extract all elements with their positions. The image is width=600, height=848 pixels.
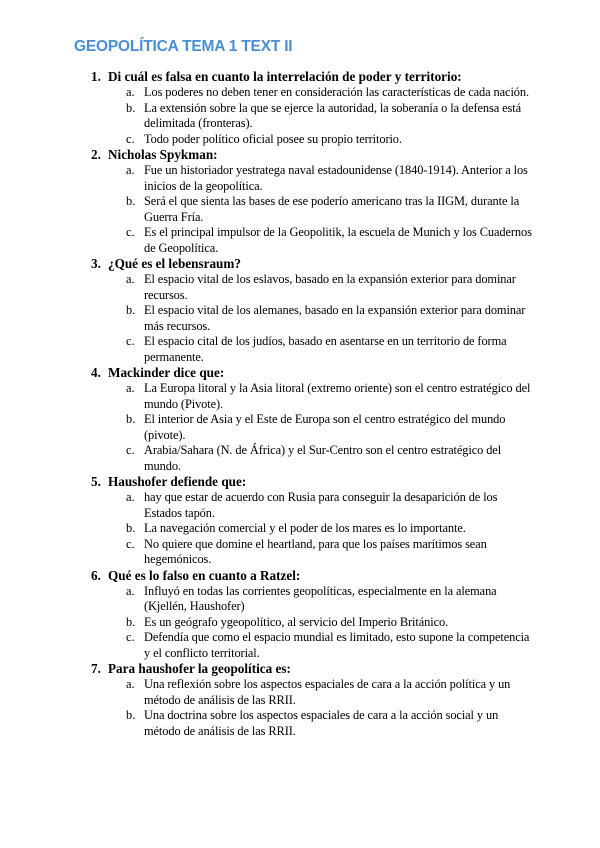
option-item bbox=[0, 584, 600, 615]
option-list bbox=[0, 677, 600, 739]
question-4 bbox=[0, 365, 600, 474]
option-list bbox=[0, 272, 600, 365]
question-number: 2. bbox=[91, 147, 101, 162]
option-item bbox=[0, 677, 600, 708]
option-letter: a. bbox=[126, 85, 135, 99]
option-item bbox=[0, 521, 600, 537]
option-item bbox=[0, 443, 600, 474]
option-letter: b. bbox=[126, 412, 136, 426]
question-text: Haushofer defiende que: bbox=[108, 474, 247, 489]
option-text: No quiere que domine el heartland, para que los países marítimos sean hegemónicos. bbox=[144, 536, 487, 566]
option-item bbox=[0, 132, 600, 148]
question-text: ¿Qué es el lebensraum? bbox=[108, 256, 241, 271]
option-letter: a. bbox=[126, 490, 135, 504]
option-text: El espacio vital de los alemanes, basado en la expansión exterior para dominar más recursos. bbox=[144, 303, 526, 333]
option-letter: c. bbox=[126, 536, 135, 551]
option-letter: a. bbox=[126, 381, 135, 395]
option-list bbox=[0, 584, 600, 662]
document-title: GEOPOLÍTICA TEMA 1 TEXT II bbox=[74, 38, 293, 55]
option-letter: b. bbox=[126, 521, 136, 535]
question-number: 3. bbox=[91, 256, 101, 271]
option-letter: b. bbox=[126, 303, 136, 317]
option-text: Defendía que como el espacio mundial es limitado, esto supone la competencia y el conflicto territorial. bbox=[144, 630, 530, 660]
option-text: Todo poder político oficial posee su propio territorio. bbox=[144, 131, 402, 146]
question-number: 5. bbox=[91, 474, 101, 489]
question-number: 1. bbox=[91, 69, 101, 84]
option-item bbox=[0, 334, 600, 365]
question-7 bbox=[0, 661, 600, 739]
option-text: Una doctrina sobre los aspectos espaciales de cara a la acción social y un método de análisis de las RRII. bbox=[144, 708, 499, 738]
option-letter: b. bbox=[126, 194, 136, 208]
option-text: La navegación comercial y el poder de los mares es lo importante. bbox=[144, 521, 466, 535]
option-text: El interior de Asia y el Este de Europa son el centro estratégico del mundo (pivote). bbox=[144, 412, 506, 442]
question-number: 7. bbox=[91, 661, 101, 676]
option-letter: c. bbox=[126, 131, 135, 146]
option-text: La extensión sobre la que se ejerce la autoridad, la soberanía o la defensa está delimitada (fronteras). bbox=[144, 100, 521, 130]
option-letter: a. bbox=[126, 163, 135, 177]
question-6 bbox=[0, 568, 600, 662]
option-text: hay que estar de acuerdo con Rusia para conseguir la desaparición de los Estados tapón. bbox=[144, 490, 498, 520]
option-item bbox=[0, 381, 600, 412]
option-letter: c. bbox=[126, 630, 135, 644]
option-text: Es un geógrafo ygeopolítico, al servicio del Imperio Británico. bbox=[144, 614, 449, 629]
option-item bbox=[0, 490, 600, 521]
option-text: Una reflexión sobre los aspectos espaciales de cara a la acción política y un método de análisis de las RRII. bbox=[144, 677, 511, 707]
option-text: El espacio vital de los eslavos, basado en la expansión exterior para dominar recursos. bbox=[144, 272, 516, 302]
option-text: Fue un historiador yestratega naval estadounidense (1840-1914). Anterior a los inicios de la geopolítica. bbox=[144, 163, 528, 193]
option-item bbox=[0, 303, 600, 334]
option-text: Es el principal impulsor de la Geopolitik, la escuela de Munich y los Cuadernos de Geopolítica. bbox=[144, 225, 532, 255]
question-number: 6. bbox=[91, 567, 101, 583]
option-text: Influyó en todas las corrientes geopolíticas, especialmente en la alemana (Kjellén, Haushofer) bbox=[144, 583, 497, 613]
option-letter: a. bbox=[126, 677, 135, 691]
option-item bbox=[0, 537, 600, 568]
question-list bbox=[0, 69, 600, 739]
option-item bbox=[0, 194, 600, 225]
option-item bbox=[0, 101, 600, 132]
option-item bbox=[0, 225, 600, 256]
question-5 bbox=[0, 474, 600, 568]
question-text: Para haushofer la geopolítica es: bbox=[108, 661, 291, 676]
option-item bbox=[0, 708, 600, 739]
question-text: Mackinder dice que: bbox=[108, 365, 225, 380]
question-text: Di cuál es falsa en cuanto la interrelación de poder y territorio: bbox=[108, 69, 462, 84]
option-list bbox=[0, 163, 600, 256]
option-item bbox=[0, 272, 600, 303]
option-item bbox=[0, 163, 600, 194]
question-2 bbox=[0, 147, 600, 256]
option-text: Arabia/Sahara (N. de África) y el Sur-Centro son el centro estratégico del mundo. bbox=[144, 443, 502, 473]
question-text: Qué es lo falso en cuanto a Ratzel: bbox=[108, 567, 301, 583]
option-text: Los poderes no deben tener en consideración las características de cada nación. bbox=[144, 85, 529, 99]
question-3 bbox=[0, 256, 600, 365]
option-text: El espacio cital de los judíos, basado en asentarse en un territorio de forma permanente. bbox=[144, 334, 507, 364]
option-list bbox=[0, 490, 600, 568]
option-list bbox=[0, 85, 600, 147]
option-item bbox=[0, 412, 600, 443]
option-letter: c. bbox=[126, 225, 135, 239]
option-text: La Europa litoral y la Asia litoral (extremo oriente) son el centro estratégico del mundo (Pivote). bbox=[144, 381, 531, 411]
option-letter: b. bbox=[126, 100, 136, 115]
option-letter: a. bbox=[126, 583, 135, 598]
option-letter: c. bbox=[126, 334, 135, 348]
option-letter: b. bbox=[126, 614, 136, 629]
option-text: Será el que sienta las bases de ese poderío americano tras la IIGM, durante la Guerra Fría. bbox=[144, 194, 520, 224]
option-item bbox=[0, 630, 600, 661]
question-number: 4. bbox=[91, 365, 101, 380]
option-letter: a. bbox=[126, 272, 135, 286]
option-letter: b. bbox=[126, 708, 136, 722]
question-text: Nicholas Spykman: bbox=[108, 147, 218, 162]
option-letter: c. bbox=[126, 443, 135, 457]
option-list bbox=[0, 381, 600, 474]
option-item bbox=[0, 85, 600, 101]
option-item bbox=[0, 615, 600, 631]
question-1 bbox=[0, 69, 600, 147]
